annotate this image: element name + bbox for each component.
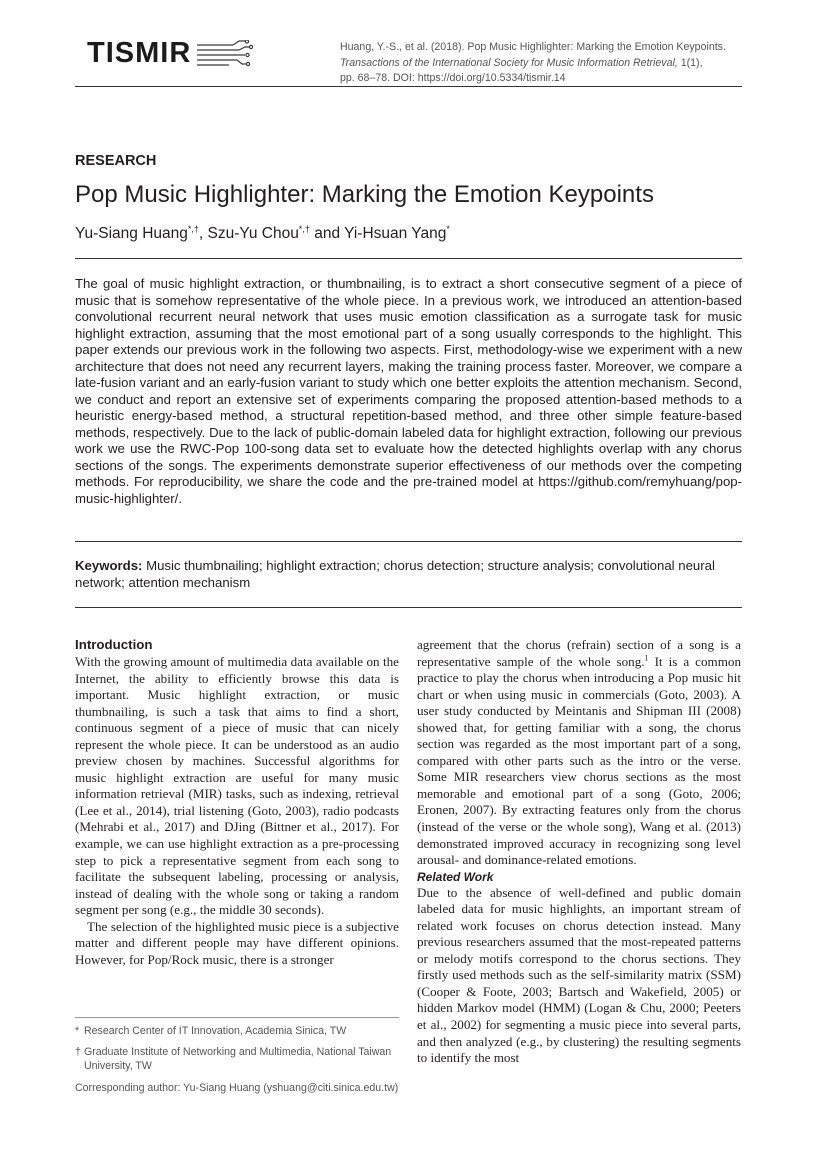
paragraph: The selection of the highlighted music piece is a subjective matter and different people may have different opinions. However, for Pop/Rock music, there is a stronger <box>75 918 399 967</box>
abstract: The goal of music highlight extraction, or thumbnailing, is to extract a short consecutive segment of a piece of music that is somehow representative of the whole piece. In a previous work, we introduced an attention-based convolutional recurrent neural network that uses music emotion classification as a surrogate task for music highlight extraction, assuming that the most emotional part of a song usually corresponds to the highlight. This paper extends our previous work in the following two aspects. First, methodology-wise we experiment with a new architecture that does not need any recurrent layers, making the training process faster. Moreover, we compare a late-fusion variant and an early-fusion variant to study which one better exploits the attention mechanism. Second, we conduct and report an extensive set of experiments comparing the proposed attention-based methods to a heuristic energy-based method, a structural repetition-based method, and three other simple feature-based methods, respectively. Due to the lack of public-domain labeled data for highlight extraction, following our previous work we use the RWC-Pop 100-song data set to evaluate how the detected highlights overlap with any chorus sections of the songs. The experiments demonstrate superior effectiveness of our methods over the competing methods. For reproducibility, we share the code and the pre-trained model at https://github.com/remyhuang/pop-music-highlighter/. <box>75 276 742 506</box>
section-label: RESEARCH <box>75 153 157 169</box>
footnote-mark: † <box>75 1046 81 1059</box>
footnote-text: Graduate Institute of Networking and Multimedia, National Taiwan University, TW <box>84 1046 392 1073</box>
article-title: Pop Music Highlighter: Marking the Emotion Keypoints <box>75 181 654 208</box>
abstract-divider <box>75 541 742 542</box>
footnote-reference: 1 <box>644 653 649 663</box>
footnote-text: Research Center of IT Innovation, Academia Sinica, TW <box>84 1025 347 1037</box>
journal-volume: 1(1), <box>677 56 703 69</box>
footnote <box>75 1024 405 1038</box>
circuit-lines-icon <box>195 40 253 68</box>
citation-line-2 <box>340 56 750 72</box>
section-heading-introduction: Introduction <box>75 637 153 652</box>
subsection-heading-related-work: Related Work <box>417 869 494 884</box>
title-divider <box>75 258 742 259</box>
header-divider <box>75 86 742 87</box>
author-name: Szu-Yu Chou <box>207 225 299 242</box>
corresponding-author: Corresponding author: Yu-Siang Huang (yshuang@citi.sinica.edu.tw) <box>75 1081 399 1094</box>
keywords <box>75 558 742 591</box>
paragraph: Due to the absence of well-defined and public domain labeled data for music highlights, an important stream of related work focuses on chorus detection instead. Many previous researchers assumed that the most-repeated patterns or melody motifs correspond to the chorus sections. They firstly used methods such as the self-similarity matrix (SSM) (Cooper & Foote, 2003; Bartsch and Wakefield, 2005) or hidden Markov model (HMM) (Logan & Chu, 2000; Peeters et al., 2002) for segmenting a music piece into several parts, and then analyzed (e.g., by clustering) the resulting segments to identify the most <box>417 884 741 1066</box>
paragraph: With the growing amount of multimedia data available on the Internet, the ability to efficiently browse this data is important. Music highlight extraction, or music thumbnailing, is such a task that aims to find a short, continuous segment of a piece of music that can nicely represent the whole piece. It can be understood as an audio preview chosen by machines. Successful algorithms for music highlight extraction are useful for many music information retrieval (MIR) tasks, such as indexing, retrieval (Lee et al., 2014), trial listening (Goto, 2003), radio podcasts (Mehrabi et al., 2017) and DJing (Bittner et al., 2017). For example, we can use highlight extraction as a pre-processing step to pick a representative segment from each song to facilitate the subsequent labeling, processing or analysis, instead of dealing with the whole song or taking a random segment per song (e.g., the middle 30 seconds). <box>75 654 399 918</box>
right-column <box>417 637 741 1067</box>
footnote-mark: * <box>75 1025 80 1037</box>
logo-text: TISMIR <box>87 37 192 69</box>
paragraph-text: agreement that the chorus (refrain) section of a song is a representative sample of the whole song. <box>417 637 741 669</box>
author-affiliation-mark: *,† <box>187 223 199 234</box>
footnote <box>75 1045 405 1073</box>
keywords-divider <box>75 607 742 608</box>
keywords-list: Music thumbnailing; highlight extraction; chorus detection; structure analysis; convolutional neural network; attention mechanism <box>75 558 715 590</box>
author-name: Yu-Siang Huang <box>75 225 188 242</box>
paragraph <box>417 637 741 869</box>
citation <box>340 40 750 87</box>
paragraph-text: It is a common practice to play the chorus when introducing a Pop music hit chart or when using music in commercials (Goto, 2003). A user study conducted by Meintanis and Shipman III (2008) showed that, for getting familiar with a song, the chorus section was regarded as the most important part of a song, compared with other parts such as the intro or the verse. Some MIR researchers view chorus sections as the most memorable and emotional part of a song (Goto, 2006; Eronen, 2007). By extracting features only from the chorus (instead of the verse or the whole song), Wang et al. (2013) demonstrated improved accuracy in recognizing song level arousal- and dominance-related emotions. <box>417 653 741 868</box>
author-separator: , <box>198 225 208 242</box>
author-name: Yi-Hsuan Yang <box>344 225 447 242</box>
author-separator: and <box>309 225 345 242</box>
footnotes <box>75 1024 405 1095</box>
left-column <box>75 636 399 968</box>
citation-line-1: Huang, Y.-S., et al. (2018). Pop Music Highlighter: Marking the Emotion Keypoints. <box>340 41 726 53</box>
citation-line-3: pp. 68–78. DOI: https://doi.org/10.5334/tismir.14 <box>340 72 566 84</box>
journal-name: Transactions of the International Society for Music Information Retrieval, <box>340 56 678 69</box>
author-list <box>75 225 450 243</box>
keywords-label: Keywords: <box>75 558 143 573</box>
author-affiliation-mark: *,† <box>298 223 310 234</box>
footnote-divider <box>75 1017 399 1018</box>
author-affiliation-mark: * <box>446 223 450 234</box>
journal-logo <box>87 37 253 70</box>
